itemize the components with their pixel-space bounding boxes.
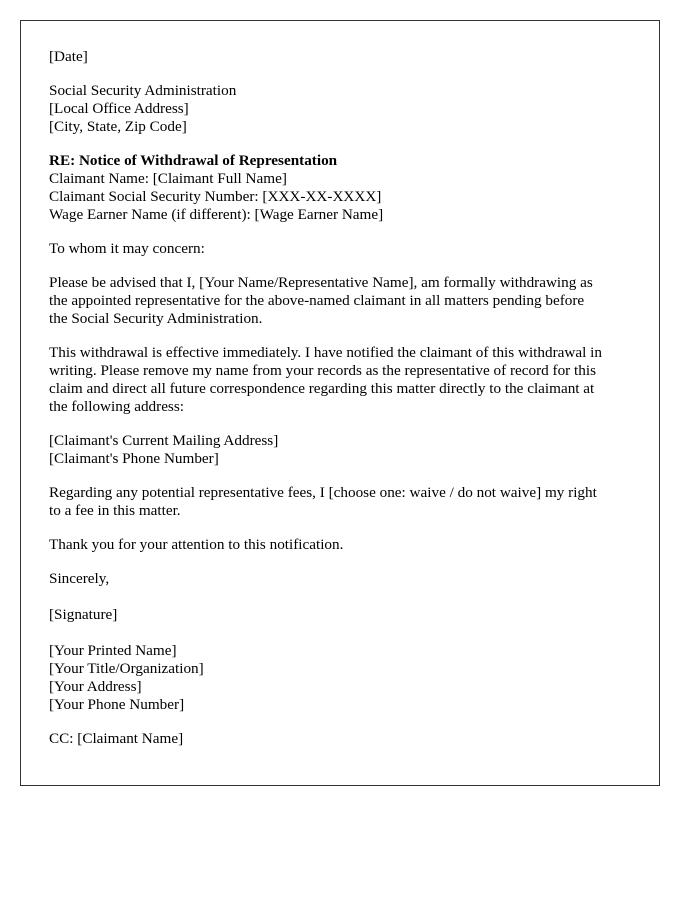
claimant-phone-line: [Claimant's Phone Number] [49,450,219,467]
cc-line: CC: [Claimant Name] [49,730,184,747]
paragraph-line: to a fee in this matter. [49,502,181,519]
paragraph-line: the Social Security Administration. [49,310,263,327]
recipient-office-address: [Local Office Address] [49,100,189,117]
paragraph-line: the appointed representative for the above-named claimant in all matters pending before [49,292,585,309]
paragraph-line: Please be advised that I, [Your Name/Representative Name], am formally withdrawing as [49,274,593,291]
claimant-ssn-line: Claimant Social Security Number: [XXX-XX-XXXX] [49,188,382,205]
closing-text: Sincerely, [49,570,110,587]
paragraph-line: This withdrawal is effective immediately. I have notified the claimant of this withdrawal in [49,344,602,361]
claimant-contact-block [49,432,639,468]
sender-address: [Your Address] [49,678,142,695]
letter-body [49,48,639,764]
salutation-text: To whom it may concern: [49,240,205,257]
sender-title-org: [Your Title/Organization] [49,660,204,677]
closing-block [49,570,639,588]
signature-placeholder: [Signature] [49,606,118,623]
paragraph-withdrawal [49,274,639,328]
paragraph-line: writing. Please remove my name from your records as the representative of record for this [49,362,596,379]
letter-page [20,20,660,786]
paragraph-line: the following address: [49,398,184,415]
paragraph-fees [49,484,639,520]
sender-block [49,642,639,714]
sender-phone: [Your Phone Number] [49,696,185,713]
wage-earner-line: Wage Earner Name (if different): [Wage Earner Name] [49,206,384,223]
recipient-agency: Social Security Administration [49,82,237,99]
recipient-city-state-zip: [City, State, Zip Code] [49,118,187,135]
re-line: RE: Notice of Withdrawal of Representation [49,152,338,169]
thanks-text: Thank you for your attention to this notification. [49,536,344,553]
cc-block [49,730,639,748]
paragraph-line: Regarding any potential representative fees, I [choose one: waive / do not waive] my right [49,484,597,501]
subject-block [49,152,639,224]
paragraph-line: claim and direct all future correspondence regarding this matter directly to the claimant at [49,380,595,397]
claimant-name-line: Claimant Name: [Claimant Full Name] [49,170,287,187]
date-block [49,48,639,66]
thanks-block [49,536,639,554]
sender-printed-name: [Your Printed Name] [49,642,177,659]
date-line: [Date] [49,48,88,65]
signature-block [49,606,639,624]
paragraph-effective [49,344,639,416]
salutation [49,240,639,258]
claimant-address-line: [Claimant's Current Mailing Address] [49,432,279,449]
recipient-block [49,82,639,136]
